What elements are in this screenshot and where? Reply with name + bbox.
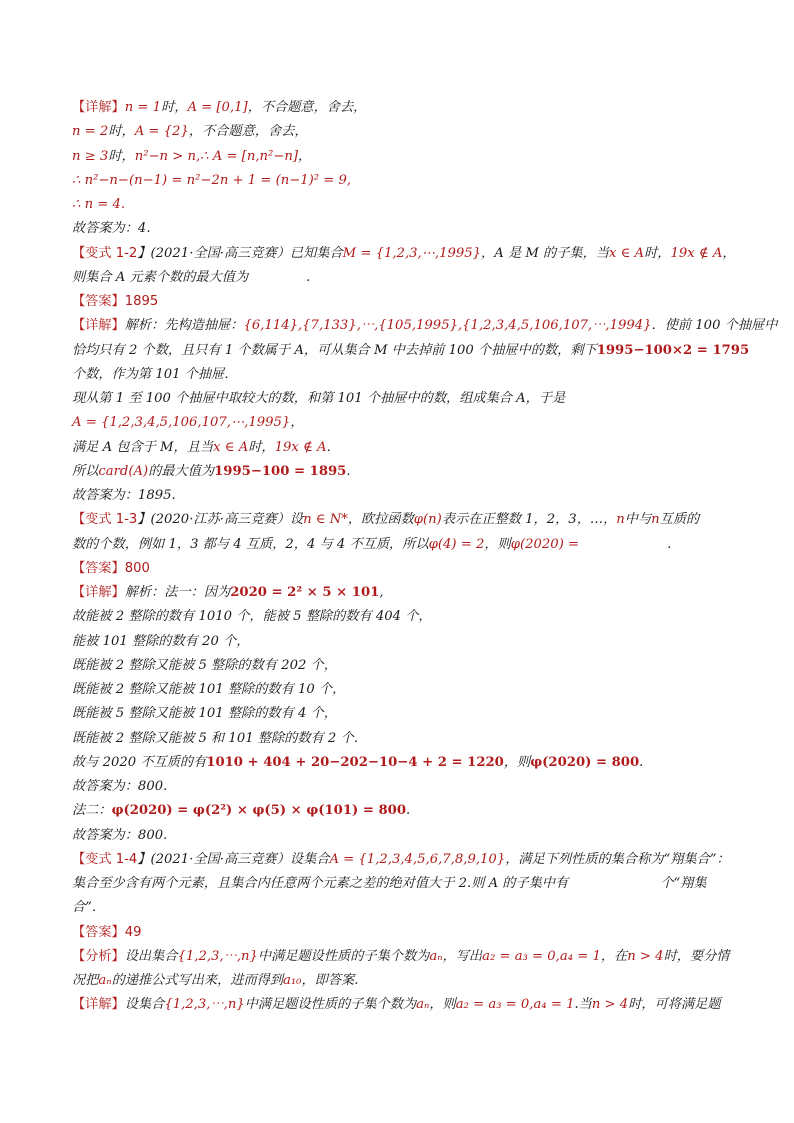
text-line	[72, 484, 732, 508]
body-text: ，	[290, 415, 304, 431]
body-text: 所以	[72, 463, 99, 479]
body-text: 解析：先构造抽屉：	[124, 318, 244, 334]
body-text: 故能被 2 整除的数有 1010 个，能被 5 整除的数有 404 个，	[72, 609, 432, 625]
math-expression: n > 4	[627, 948, 664, 964]
body-text: 时，	[248, 439, 275, 455]
math-expression: card(A)	[98, 463, 149, 479]
math-expression: 1995−100×2 = 1795	[596, 342, 750, 358]
body-text: ，	[722, 245, 736, 261]
body-text: 的最大值为	[148, 463, 215, 479]
math-expression: aₙ	[98, 973, 112, 988]
math-expression: x ∈ A	[608, 245, 645, 261]
body-text: 既能被 5 整除又能被 101 整除的数有 4 个，	[72, 706, 337, 722]
math-expression: φ(4) = 2	[428, 536, 485, 552]
math-expression: n = 2	[72, 124, 109, 140]
body-text: 互质的	[659, 512, 700, 528]
body-text: ，A 是 M 的子集，当	[481, 245, 609, 261]
math-expression: a₁₀	[283, 973, 302, 988]
body-text: ，满足下列性质的集合称为“翔集合”：	[505, 851, 730, 867]
body-text: 既能被 2 整除又能被 101 整除的数有 10 个，	[72, 682, 346, 697]
text-line	[72, 654, 732, 678]
body-text: ，则	[429, 997, 456, 1013]
math-expression: x ∈ A	[213, 439, 249, 455]
body-text: 故与 2020 不互质的有	[72, 754, 207, 770]
body-text: 设集合	[124, 997, 165, 1013]
math-expression: n	[651, 512, 660, 528]
body-text: .	[306, 269, 311, 285]
body-text: 时，	[644, 245, 671, 261]
section-label: 【详解】	[72, 997, 125, 1013]
body-text: 合”．	[72, 900, 106, 916]
math-expression: n ∈ N*	[303, 512, 348, 528]
body-text: 况把	[72, 973, 99, 988]
body-text: 故答案为：800.	[72, 779, 168, 794]
math-expression: A = {2}	[134, 124, 189, 140]
text-line	[72, 824, 732, 848]
text-line	[72, 702, 732, 726]
body-text: 数的个数，例如 1，3 都与 4 互质，2，4 与 4 不互质，所以	[72, 536, 429, 552]
math-expression: aₙ	[429, 948, 443, 964]
math-expression: 19x ∉ A	[274, 439, 327, 455]
body-text: 集合至少含有两个元素，且集合内任意两个元素之差的绝对值大于 2.则 A 的子集中有	[72, 876, 569, 891]
body-text: 个数，作为第 101 个抽屉．	[72, 366, 238, 382]
body-text: ，则	[503, 754, 531, 770]
text-line	[72, 508, 732, 532]
body-text: ，不合题意，舍去，	[247, 100, 367, 115]
body-text: ，欧拉函数	[347, 512, 414, 528]
math-expression: {1,2,3,⋯,n}	[177, 948, 258, 964]
body-text: 时，	[108, 148, 135, 164]
body-text: ，写出	[442, 948, 483, 964]
body-text: 恰均只有 2 个数，且只有 1 个数属于 A，可从集合 M 中去掉前 100 个抽屉中的数，剩下	[72, 342, 597, 358]
text-line	[72, 630, 732, 654]
body-text: 】(2021·全国·高三竞赛）设集合	[137, 851, 330, 867]
text-line	[72, 145, 732, 169]
text-line	[72, 290, 732, 314]
math-expression: A = {1,2,3,4,5,6,7,8,9,10}	[329, 851, 506, 867]
text-line	[72, 193, 732, 217]
text-line	[72, 945, 732, 969]
body-text: ，在	[600, 948, 628, 964]
math-expression: a₂ = a₃ = 0,a₄ = 1	[482, 948, 601, 964]
body-text: 能被 101 整除的数有 20 个，	[72, 633, 250, 649]
text-line	[72, 969, 732, 993]
body-text: .	[639, 754, 644, 770]
math-expression: 1995−100 = 1895	[214, 463, 347, 479]
body-text: ．使前 100 个抽屉中	[651, 318, 778, 334]
math-expression: 1010 + 404 + 20−202−10−4 + 2 = 1220	[206, 754, 504, 770]
text-line	[72, 314, 778, 338]
body-text: 】(2021·全国·高三竞赛）已知集合	[137, 245, 343, 261]
body-text: 现从第 1 至 100 个抽屉中取较大的数，和第 101 个抽屉中的数，组成集合 A，于是	[72, 391, 566, 406]
body-text: 满足 A 包含于 M，且当	[72, 439, 214, 455]
math-expression: n	[616, 512, 625, 528]
math-expression: n²−n > n,∴ A = [n,n²−n]	[134, 148, 298, 164]
section-label: 【分析】	[72, 948, 125, 964]
text-line	[72, 120, 732, 144]
body-text: 中满足题设性质的子集个数为	[244, 997, 417, 1013]
text-line	[72, 848, 732, 872]
text-line	[72, 242, 736, 266]
math-expression: n = 1	[124, 100, 162, 115]
text-line	[72, 411, 732, 435]
body-text: 则集合 A 元素个数的最大值为	[72, 269, 249, 285]
body-text: ，不合题意，舍去，	[188, 124, 308, 140]
text-line	[72, 581, 732, 605]
section-label: 【详解】	[72, 318, 125, 334]
body-text: ,	[379, 585, 384, 600]
text-line	[72, 896, 732, 920]
body-text: 时，	[161, 100, 188, 115]
math-expression: n ≥ 3	[72, 148, 109, 164]
body-text: 的递推公式写出来，进而得到	[111, 973, 284, 988]
text-line	[72, 533, 732, 557]
text-line	[72, 169, 732, 193]
text-line	[72, 751, 732, 775]
math-expression: n > 4	[591, 997, 629, 1013]
section-label: 【答案】49	[72, 924, 142, 940]
math-expression: {6,114},{7,133},⋯,{105,1995},{1,2,3,4,5,106,107,⋯,1994}	[243, 318, 652, 334]
math-expression: {1,2,3,⋯,n}	[164, 997, 245, 1013]
body-text: 故答案为：4.	[72, 221, 151, 237]
section-label: 【答案】800	[72, 560, 150, 576]
section-label: 【详解】	[72, 100, 125, 115]
body-text: ．	[326, 439, 340, 455]
body-text: ，即答案.	[301, 973, 359, 988]
section-label: 【详解】	[72, 585, 125, 600]
body-text: 表示在正整数 1，2，3，…，	[441, 512, 617, 528]
section-label: 【变式 1-2	[72, 245, 138, 261]
body-text: 】(2020·江苏·高三竞赛）设	[137, 512, 304, 528]
math-expression: φ(n)	[413, 512, 442, 528]
text-line	[72, 217, 732, 241]
text-line	[72, 339, 750, 363]
math-expression: 19x ∉ A	[670, 245, 723, 261]
text-line	[72, 799, 732, 823]
body-text: 时，可将满足题	[628, 997, 721, 1013]
text-line	[72, 993, 732, 1017]
text-line	[72, 387, 732, 411]
body-text: .	[406, 803, 411, 819]
body-text: 既能被 2 整除又能被 5 和 101 整除的数有 2 个．	[72, 730, 367, 746]
text-line	[72, 921, 732, 945]
text-line	[72, 775, 732, 799]
body-text: 解析：法一：因为	[124, 585, 231, 600]
body-text: 法二：	[72, 803, 112, 819]
text-line	[72, 266, 732, 290]
math-expression: a₂ = a₃ = 0,a₄ = 1	[455, 997, 575, 1013]
math-expression: φ(2020) = 800	[530, 754, 640, 770]
body-text: .当	[574, 997, 592, 1013]
body-text: 既能被 2 整除又能被 5 整除的数有 202 个，	[72, 657, 337, 673]
body-text: 中满足题设性质的子集个数为	[257, 948, 430, 964]
math-expression: φ(2020) = φ(2²) × φ(5) × φ(101) = 800	[111, 803, 407, 819]
document-body	[72, 96, 778, 1018]
body-text: 时，要分情	[663, 948, 730, 964]
text-line	[72, 557, 732, 581]
body-text: 故答案为：800.	[72, 827, 168, 843]
text-line	[72, 678, 732, 702]
body-text: .	[346, 463, 351, 479]
text-line	[72, 727, 732, 751]
math-expression: A = [0,1]	[187, 100, 248, 115]
text-line	[72, 872, 732, 896]
math-expression: 2020 = 2² × 5 × 101	[230, 585, 380, 600]
text-line	[72, 96, 732, 120]
math-expression: ∴ n²−n−(n−1) = n²−2n + 1 = (n−1)² = 9,	[72, 172, 352, 188]
text-line	[72, 363, 732, 387]
body-text: 时，	[108, 124, 135, 140]
text-line	[72, 436, 732, 460]
body-text: 中与	[624, 512, 652, 528]
section-label: 【变式 1-4	[72, 851, 138, 867]
math-expression: ∴ n = 4.	[72, 197, 126, 212]
text-line	[72, 460, 732, 484]
body-text: 个“翔集	[660, 876, 707, 891]
body-text: ，则	[484, 536, 511, 552]
math-expression: M = {1,2,3,⋯,1995}	[342, 245, 482, 261]
section-label: 【变式 1-3	[72, 512, 138, 528]
body-text: ，	[297, 148, 312, 164]
text-line	[72, 605, 732, 629]
body-text: 故答案为：1895.	[72, 488, 176, 503]
math-expression: φ(2020) =	[510, 536, 580, 552]
section-label: 【答案】1895	[72, 294, 159, 309]
body-text: 设出集合	[124, 948, 178, 964]
math-expression: aₙ	[416, 997, 430, 1013]
body-text: .	[667, 536, 672, 552]
math-expression: A = {1,2,3,4,5,106,107,⋯,1995}	[72, 415, 291, 431]
